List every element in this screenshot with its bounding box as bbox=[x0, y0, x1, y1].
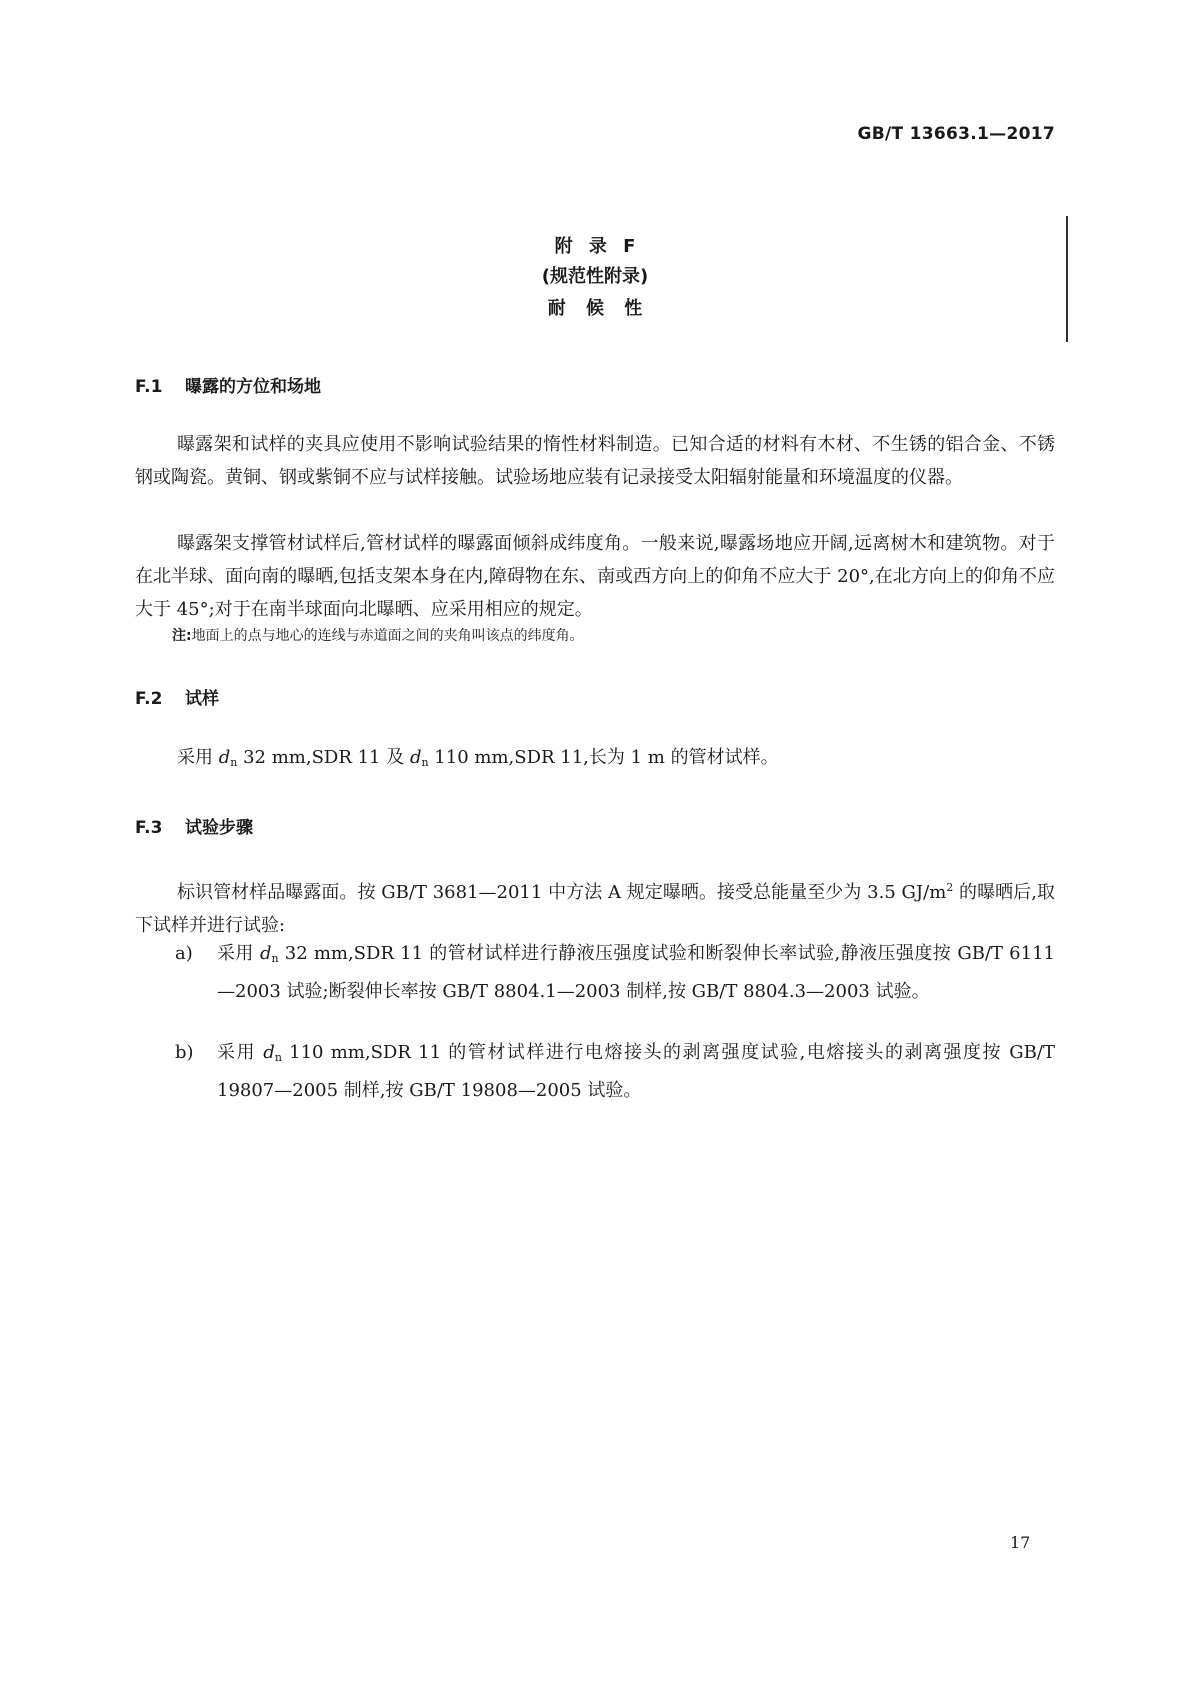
text-run: 采用 bbox=[217, 943, 260, 964]
subscript-n: n bbox=[421, 756, 429, 769]
symbol-d: d bbox=[260, 943, 272, 964]
item-mark: a) bbox=[175, 943, 193, 964]
subscript-n: n bbox=[230, 756, 238, 769]
subscript-n: n bbox=[274, 1051, 282, 1064]
page-number: 17 bbox=[1010, 1533, 1031, 1552]
annex-type: (规范性附录) bbox=[541, 266, 649, 287]
section-heading-f1 bbox=[135, 372, 321, 397]
section-title: 试样 bbox=[185, 689, 219, 709]
text-run: 采用 bbox=[217, 1042, 264, 1063]
text-run: 32 mm,SDR 11 及 bbox=[237, 747, 410, 768]
text-run: 采用 bbox=[177, 747, 213, 768]
item-mark: b) bbox=[175, 1042, 194, 1063]
text-run: 标识管材样品曝露面。按 GB/T 3681—2011 中方法 A 规定曝晒。接受总能量至少为 3.5 GJ/m bbox=[177, 882, 947, 903]
symbol-d: d bbox=[409, 747, 422, 768]
section-heading-f3 bbox=[135, 813, 253, 838]
section-number: F.1 bbox=[135, 377, 163, 397]
subscript-n: n bbox=[271, 952, 279, 965]
note-text: 地面上的点与地心的连线与赤道面之间的夹角叫该点的纬度角。 bbox=[191, 628, 584, 644]
standard-code: GB/T 13663.1—2017 bbox=[857, 124, 1055, 144]
paragraph-f1-1: 曝露架和试样的夹具应使用不影响试验结果的惰性材料制造。已知合适的材料有木材、不生锈的铝合金、不锈钢或陶瓷。黄铜、钢或紫铜不应与试样接触。试验场地应装有记录接受太阳辐射能量和环境温度的仪器。 bbox=[135, 434, 1055, 488]
superscript-2: 2 bbox=[946, 881, 954, 894]
annex-name: 耐 候 性 bbox=[547, 298, 643, 319]
text-run: 的曝晒后,取下试样并进行试验: bbox=[135, 882, 1055, 936]
text-run: 110 mm,SDR 11 的管材试样进行电熔接头的剥离强度试验,电熔接头的剥离强度按 GB/T 19807—2005 制样,按 GB/T 19808—2005 试验。 bbox=[217, 1042, 1055, 1101]
symbol-d: d bbox=[218, 747, 231, 768]
text-run: 32 mm,SDR 11 的管材试样进行静液压强度试验和断裂伸长率试验,静液压强度按 GB/T 6111—2003 试验;断裂伸长率按 GB/T 8804.1—2003 制样,按 GB/T 8804.3—2003 试验。 bbox=[217, 943, 1055, 1002]
section-number: F.2 bbox=[135, 689, 163, 709]
list-item-a bbox=[175, 937, 1055, 1008]
note bbox=[172, 625, 584, 645]
paragraph-f2 bbox=[135, 741, 1055, 779]
list-item-b bbox=[175, 1036, 1055, 1107]
paragraph-f1-2: 曝露架支撑管材试样后,管材试样的曝露面倾斜成纬度角。一般来说,曝露场地应开阔,远离树木和建筑物。对于在北半球、面向南的曝晒,包括支架本身在内,障碍物在东、南或西方向上的仰角不应大于 20°,在北方向上的仰角不应大于 45°;对于在南半球面向北曝晒、应采用相应的规定。 bbox=[135, 533, 1055, 620]
paragraph-f3 bbox=[135, 871, 1055, 942]
section-heading-f2 bbox=[135, 684, 219, 709]
section-title: 试验步骤 bbox=[185, 818, 253, 838]
annex-title: 附 录 F bbox=[554, 236, 636, 257]
note-label: 注: bbox=[172, 628, 192, 644]
text-run: 110 mm,SDR 11,长为 1 m 的管材试样。 bbox=[428, 747, 779, 768]
section-title: 曝露的方位和场地 bbox=[185, 377, 321, 397]
section-number: F.3 bbox=[135, 818, 163, 838]
symbol-d: d bbox=[263, 1042, 275, 1063]
